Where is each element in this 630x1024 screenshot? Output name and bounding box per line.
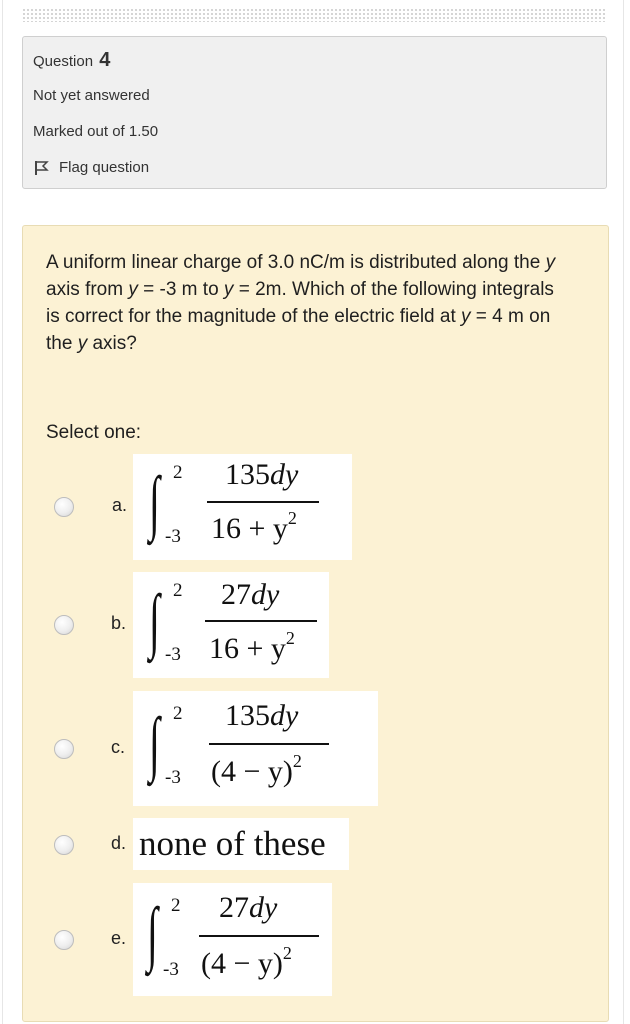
- integral-sign: ∫: [149, 703, 160, 783]
- fraction-bar: [209, 743, 329, 745]
- numerator-coefficient: 27: [221, 578, 251, 611]
- integral-sign: ∫: [147, 893, 158, 973]
- fraction-bar: [199, 935, 319, 937]
- numerator: [219, 891, 277, 925]
- numerator-differential: dy: [249, 891, 278, 924]
- option-b-letter: b.: [111, 613, 127, 633]
- question-variable: y: [77, 333, 88, 354]
- question-variable: y: [223, 279, 234, 300]
- option-a-formula[interactable]: [133, 454, 352, 560]
- flag-question-label: Flag question: [59, 159, 150, 176]
- question-text-part: = 4 m on the: [46, 306, 551, 354]
- numerator: [221, 578, 279, 612]
- integral-upper-limit: 2: [173, 580, 183, 601]
- question-grade: Marked out of 1.50: [33, 123, 159, 140]
- integral-upper-limit: 2: [173, 703, 183, 724]
- option-b-radio[interactable]: [54, 615, 74, 635]
- option-e-radio[interactable]: [54, 930, 74, 950]
- integral-lower-limit: -3: [165, 767, 181, 788]
- option-e-letter: e.: [111, 928, 127, 948]
- option-c-letter: c.: [111, 737, 126, 757]
- integral-lower-limit: -3: [163, 959, 179, 980]
- numerator-differential: dy: [270, 699, 299, 732]
- question-number: 4: [99, 49, 111, 71]
- numerator-coefficient: 27: [219, 891, 249, 924]
- right-border: [623, 0, 624, 1024]
- option-d-letter: d.: [111, 833, 127, 853]
- integral-upper-limit: 2: [173, 462, 183, 483]
- option-a-radio[interactable]: [54, 497, 74, 517]
- denominator-expression: 16 + y: [209, 632, 286, 665]
- question-variable: y: [128, 279, 138, 300]
- denominator-expression: 16 + y: [211, 512, 288, 545]
- question-variable: y: [461, 306, 471, 327]
- question-text: [46, 249, 571, 357]
- option-d-radio[interactable]: [54, 835, 74, 855]
- option-a-letter: a.: [112, 495, 128, 515]
- numerator-differential: dy: [251, 578, 280, 611]
- question-text-part: axis from: [46, 279, 129, 300]
- option-c-radio[interactable]: [54, 739, 74, 759]
- option-b-formula[interactable]: [133, 572, 329, 678]
- fraction-bar: [205, 620, 317, 622]
- numerator: [225, 458, 298, 492]
- option-d-formula[interactable]: [133, 818, 349, 870]
- integral-sign: ∫: [149, 580, 160, 660]
- question-title: [33, 49, 110, 72]
- numerator: [225, 699, 298, 733]
- flag-icon: [33, 160, 49, 176]
- numerator-coefficient: 135: [225, 458, 270, 491]
- denominator-expression: (4 − y): [201, 947, 283, 980]
- denominator: [209, 628, 295, 666]
- option-d-text: none of these: [139, 824, 326, 863]
- left-border: [2, 0, 3, 1024]
- integral-lower-limit: -3: [165, 526, 181, 547]
- option-c-formula[interactable]: [133, 691, 378, 806]
- numerator-coefficient: 135: [225, 699, 270, 732]
- denominator-exponent: 2: [285, 628, 295, 648]
- question-variable: y: [545, 252, 556, 273]
- denominator-expression: (4 − y): [211, 755, 293, 788]
- denominator-exponent: 2: [292, 751, 302, 771]
- question-state: Not yet answered: [33, 87, 150, 104]
- integral-upper-limit: 2: [171, 895, 181, 916]
- denominator: [211, 508, 297, 546]
- question-text-part: A uniform linear charge of 3.0 nC/m is distributed along the: [46, 252, 546, 273]
- question-info-panel: [22, 36, 607, 189]
- fraction-bar: [207, 501, 319, 503]
- integral-sign: ∫: [149, 462, 160, 542]
- question-text-part: axis?: [87, 333, 137, 354]
- question-content-panel: [22, 225, 609, 1022]
- denominator-exponent: 2: [287, 508, 297, 528]
- question-text-part: = 2m. Which of the following integrals is correct for the magnitude of the electric field at: [46, 279, 554, 327]
- dotted-divider: [22, 8, 606, 22]
- question-text-part: = -3 m to: [137, 279, 224, 300]
- denominator-exponent: 2: [282, 943, 292, 963]
- option-e-formula[interactable]: [133, 883, 332, 996]
- integral-lower-limit: -3: [165, 644, 181, 665]
- denominator: [211, 751, 302, 789]
- numerator-differential: dy: [270, 458, 299, 491]
- flag-question-link[interactable]: [33, 159, 149, 176]
- denominator: [201, 943, 292, 981]
- question-title-prefix: Question: [33, 53, 94, 70]
- select-one-prompt: Select one:: [46, 422, 142, 443]
